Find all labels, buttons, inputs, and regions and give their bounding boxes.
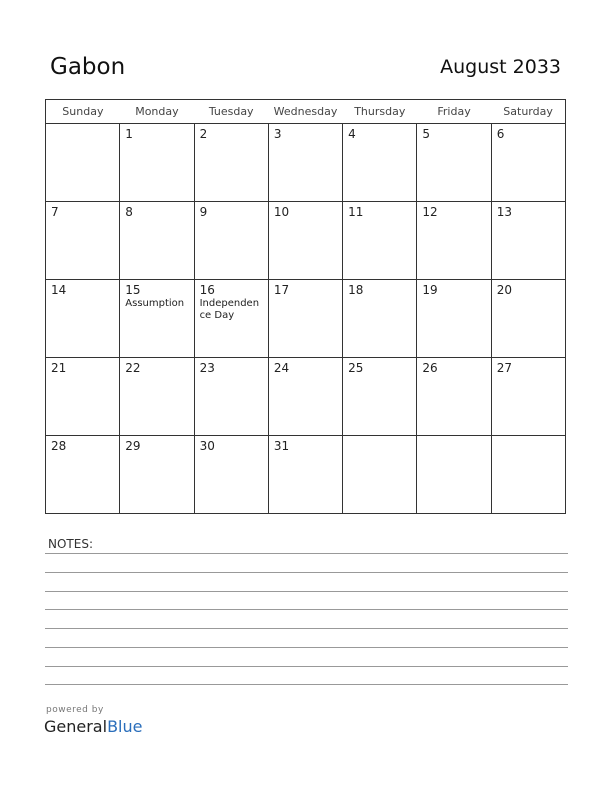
calendar-day-cell: [46, 280, 120, 358]
powered-by-text: powered by: [46, 705, 104, 715]
day-number: 20: [496, 283, 512, 297]
calendar-day-cell: [343, 436, 417, 514]
calendar-week-row: [46, 124, 566, 202]
weekday-header: Monday: [120, 100, 194, 124]
day-number: 8: [125, 205, 133, 219]
calendar-day-cell: [417, 124, 491, 202]
calendar-day-cell: [268, 358, 342, 436]
day-number: 18: [348, 283, 364, 297]
calendar-day-cell: [194, 202, 268, 280]
calendar-day-cell: [343, 202, 417, 280]
weekday-header-row: [46, 100, 566, 124]
day-number: 21: [51, 361, 67, 375]
calendar-day-cell: [120, 436, 194, 514]
month-year-title: August 2033: [440, 56, 561, 78]
day-number: 15: [125, 283, 141, 297]
calendar-day-cell: [194, 124, 268, 202]
day-number: 7: [51, 205, 59, 219]
day-number: 9: [199, 205, 208, 219]
calendar-day-cell: [417, 202, 491, 280]
day-number: 14: [51, 283, 67, 297]
calendar-day-cell: [491, 358, 565, 436]
day-number: 27: [496, 361, 512, 375]
calendar-week-row: [46, 358, 566, 436]
day-number: 28: [51, 439, 67, 453]
calendar-day-cell: [46, 436, 120, 514]
calendar-day-cell: [417, 280, 491, 358]
weekday-header: Wednesday: [268, 100, 342, 124]
calendar-day-cell: [268, 202, 342, 280]
calendar-day-cell: [120, 358, 194, 436]
note-line: [45, 609, 568, 610]
calendar-day-cell: [343, 358, 417, 436]
weekday-header: Thursday: [343, 100, 417, 124]
calendar-day-cell: [194, 436, 268, 514]
day-number: 6: [496, 127, 505, 141]
day-number: 3: [273, 127, 282, 141]
note-line: [45, 628, 568, 629]
day-number: 5: [422, 127, 431, 141]
calendar-day-cell: [491, 280, 565, 358]
calendar-day-cell: [46, 202, 120, 280]
day-number: 25: [348, 361, 364, 375]
calendar-week-row: [46, 436, 566, 514]
calendar-day-cell: [120, 280, 194, 358]
calendar-day-cell: [46, 358, 120, 436]
note-line: [45, 684, 568, 685]
notes-label: NOTES:: [48, 537, 93, 551]
note-line: [45, 591, 568, 592]
calendar-day-cell: [268, 124, 342, 202]
day-number: 31: [273, 439, 290, 453]
calendar-day-cell: [194, 280, 268, 358]
day-number: 10: [273, 205, 290, 219]
day-number: 2: [199, 127, 208, 141]
calendar-day-cell: [120, 124, 194, 202]
day-number: 29: [125, 439, 141, 453]
note-line: [45, 553, 568, 554]
calendar-day-cell: [343, 124, 417, 202]
note-line: [45, 666, 568, 667]
calendar-week-row: [46, 280, 566, 358]
weekday-header: Friday: [417, 100, 491, 124]
calendar-day-cell: [46, 124, 120, 202]
brand-general: General: [44, 717, 108, 736]
brand-blue: Blue: [107, 717, 143, 736]
day-number: 13: [496, 205, 512, 219]
calendar-day-cell: [491, 124, 565, 202]
day-number: 1: [125, 127, 133, 141]
weekday-header: Saturday: [491, 100, 565, 124]
day-number: 12: [422, 205, 438, 219]
day-number: 22: [125, 361, 141, 375]
brand-logo: [44, 717, 142, 736]
calendar-day-cell: [417, 358, 491, 436]
holiday-label: Assumption: [125, 298, 185, 309]
day-number: 16: [199, 283, 215, 297]
day-number: 23: [199, 361, 215, 375]
day-number: 17: [273, 283, 290, 297]
weekday-header: Tuesday: [194, 100, 268, 124]
calendar-day-cell: [194, 358, 268, 436]
calendar-day-cell: [120, 202, 194, 280]
day-number: 19: [422, 283, 438, 297]
calendar-day-cell: [268, 280, 342, 358]
calendar-day-cell: [491, 202, 565, 280]
day-number: 4: [348, 127, 356, 141]
calendar-day-cell: [268, 436, 342, 514]
day-number: 26: [422, 361, 438, 375]
note-line: [45, 647, 568, 648]
day-number: 30: [199, 439, 215, 453]
note-line: [45, 572, 568, 573]
calendar-day-cell: [343, 280, 417, 358]
country-title: Gabon: [50, 54, 126, 80]
weekday-header: Sunday: [46, 100, 120, 124]
day-number: 24: [273, 361, 290, 375]
holiday-label: Independence Day: [199, 298, 260, 321]
day-number: 11: [348, 205, 364, 219]
calendar-day-cell: [491, 436, 565, 514]
calendar-day-cell: [417, 436, 491, 514]
calendar-grid: [45, 99, 566, 514]
calendar-week-row: [46, 202, 566, 280]
